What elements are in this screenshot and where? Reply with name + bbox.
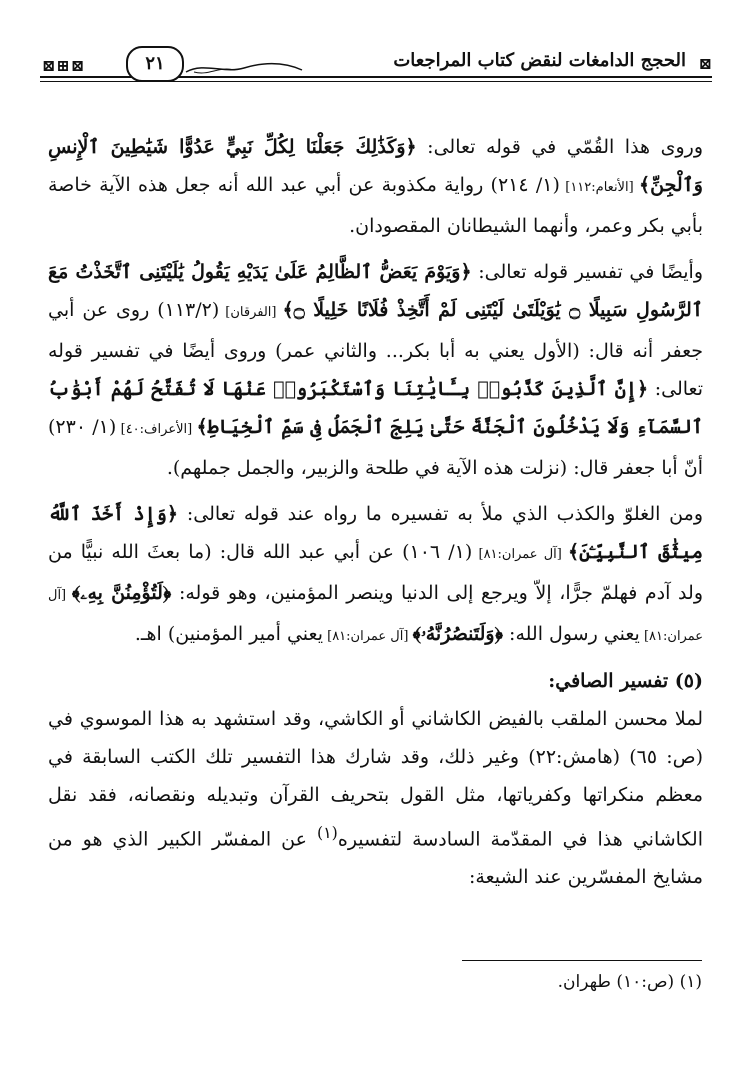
paragraph-3-verse-reference: [آل عمران:٨١] [322,629,413,644]
paragraph-2-text: (١١٣/٢) روى عن أبي جعفر أنه قال: (الأول يعني به أبا بكر... والثاني عمر) وروى أيضًا في تفسير قوله تعالى: [48,299,704,400]
header-flourish [184,60,304,76]
paragraph-1 [48,128,703,245]
paragraph-2 [48,253,703,487]
paragraph-3-text: يعني رسول الله: [503,623,640,645]
header-ornament-left: ⊠⊞⊠ [42,56,86,75]
paragraph-4-text: عن المفسّر الكبير الذي هو من مشايخ المفسّرين عند الشيعة: [48,828,703,889]
paragraph-3-text: يعني أمير المؤمنين) اهـ. [134,623,323,645]
paragraph-4-footnote-marker: (١) [316,823,338,842]
paragraph-2-text: وأيضًا في تفسير قوله تعالى: [471,261,703,283]
footnote: (١) (ص:١٠) طهران. [557,972,702,992]
paragraph-3-verse-reference: [آل عمران:٨١] [472,547,569,562]
page-header [40,46,712,90]
paragraph-2-quran-verse: ﴿وَيَوْمَ يَعَضُّ ٱلظَّالِمُ عَلَىٰ يَدَيْهِ يَقُولُ يَٰلَيْتَنِى ٱتَّخَذْتُ مَعَ ٱلرَّسُولِ سَبِيلًا ۝ يَٰوَيْلَتَىٰ لَيْتَنِى لَمْ أَتَّخِذْ فُلَانًا خَلِيلًا ۝﴾ [48,261,703,321]
paragraph-4-text: لملا محسن الملقب بالفيض الكاشاني أو الكاشي، وقد استشهد به هذا الموسوي في (ص: ٦٥) (هامش:٢٢) وغير ذلك، وقد شارك هذا التفسير تلك الكتب السابقة في معظم منكراتها وكفرياتها، مثل القول بتحريف القرآن وتبديله ونقصانه، فقد نقل الكاشاني هذا في المقدّمة السادسة لتفسيره [48,708,703,851]
paragraph-3-quran-verse: ﴿وَلَتَنصُرُنَّهُۥ﴾ [412,623,504,645]
paragraph-2-text: (١/ ٢٣٠) أنّ أبا جعفر قال: (نزلت هذه الآية في طلحة والزبير، والجمل جملهم). [48,416,703,479]
paragraph-2-verse-reference: [الفرقان] [219,305,283,320]
paragraph-3-quran-verse: ﴿وَإِذْ أَخَذَ ٱللَّهُ مِيثَٰقَ ٱلنَّبِيِّـۧنَ﴾ [48,503,703,563]
paragraph-2-verse-reference: [الأعراف:٤٠] [116,422,197,437]
running-title: الحجج الدامغات لنقض كتاب المراجعات [385,50,694,71]
paragraph-3 [48,495,703,656]
section-heading: (٥) تفسير الصافي: [548,670,703,692]
paragraph-4 [48,700,703,896]
paragraph-1-quran-verse: ﴿وَكَذَٰلِكَ جَعَلْنَا لِكُلِّ نَبِيٍّ عَدُوًّا شَيَٰطِينَ ٱلْإِنسِ وَٱلْجِنِّ﴾ [48,136,703,196]
paragraph-3-verse-reference: [آل عمران:٨١] [48,588,703,644]
paragraph-1-text: وروى هذا القُمّي في قوله تعالى: [416,136,703,158]
page-number: ٢١ [126,46,184,82]
footnote-separator [462,960,702,961]
paragraph-3-text: (١/ ١٠٦) عن أبي عبد الله قال: (ما بعثَ الله نبيًّا من ولد آدم فهلمّ جرًّا، إلاّ ويرجع إلى الدنيا وينصر المؤمنين، وهو قوله: [48,541,703,604]
paragraph-1-verse-reference: [الأنعام:١١٢] [559,180,640,195]
main-text [48,128,703,896]
paragraph-3-quran-verse: ﴿لَتُؤْمِنُنَّ بِهِۦ﴾ [71,582,172,604]
paragraph-2-quran-verse: ﴿إِنَّ ٱلَّذِينَ كَذَّبُوا۟ بِـَٔايَٰتِنَا وَٱسْتَكْبَرُوا۟ عَنْهَا لَا تُفَتَّحُ لَهُمْ أَبْوَٰبُ ٱلسَّمَآءِ وَلَا يَدْخُلُونَ ٱلْجَنَّةَ حَتَّىٰ يَلِجَ ٱلْجَمَلُ فِى سَمِّ ٱلْخِيَاطِ﴾ [48,378,703,438]
paragraph-3-text: ومن الغلوّ والكذب الذي ملأ به تفسيره ما رواه عند قوله تعالى: [178,503,704,525]
paragraph-1-text: (١/ ٢١٤) رواية مكذوبة عن أبي عبد الله أنه جعل هذه الآية خاصة بأبي بكر وعمر، وأنهما الشيطانان المقصودان. [48,174,703,237]
header-ornament-right: ⊠ [698,54,712,73]
